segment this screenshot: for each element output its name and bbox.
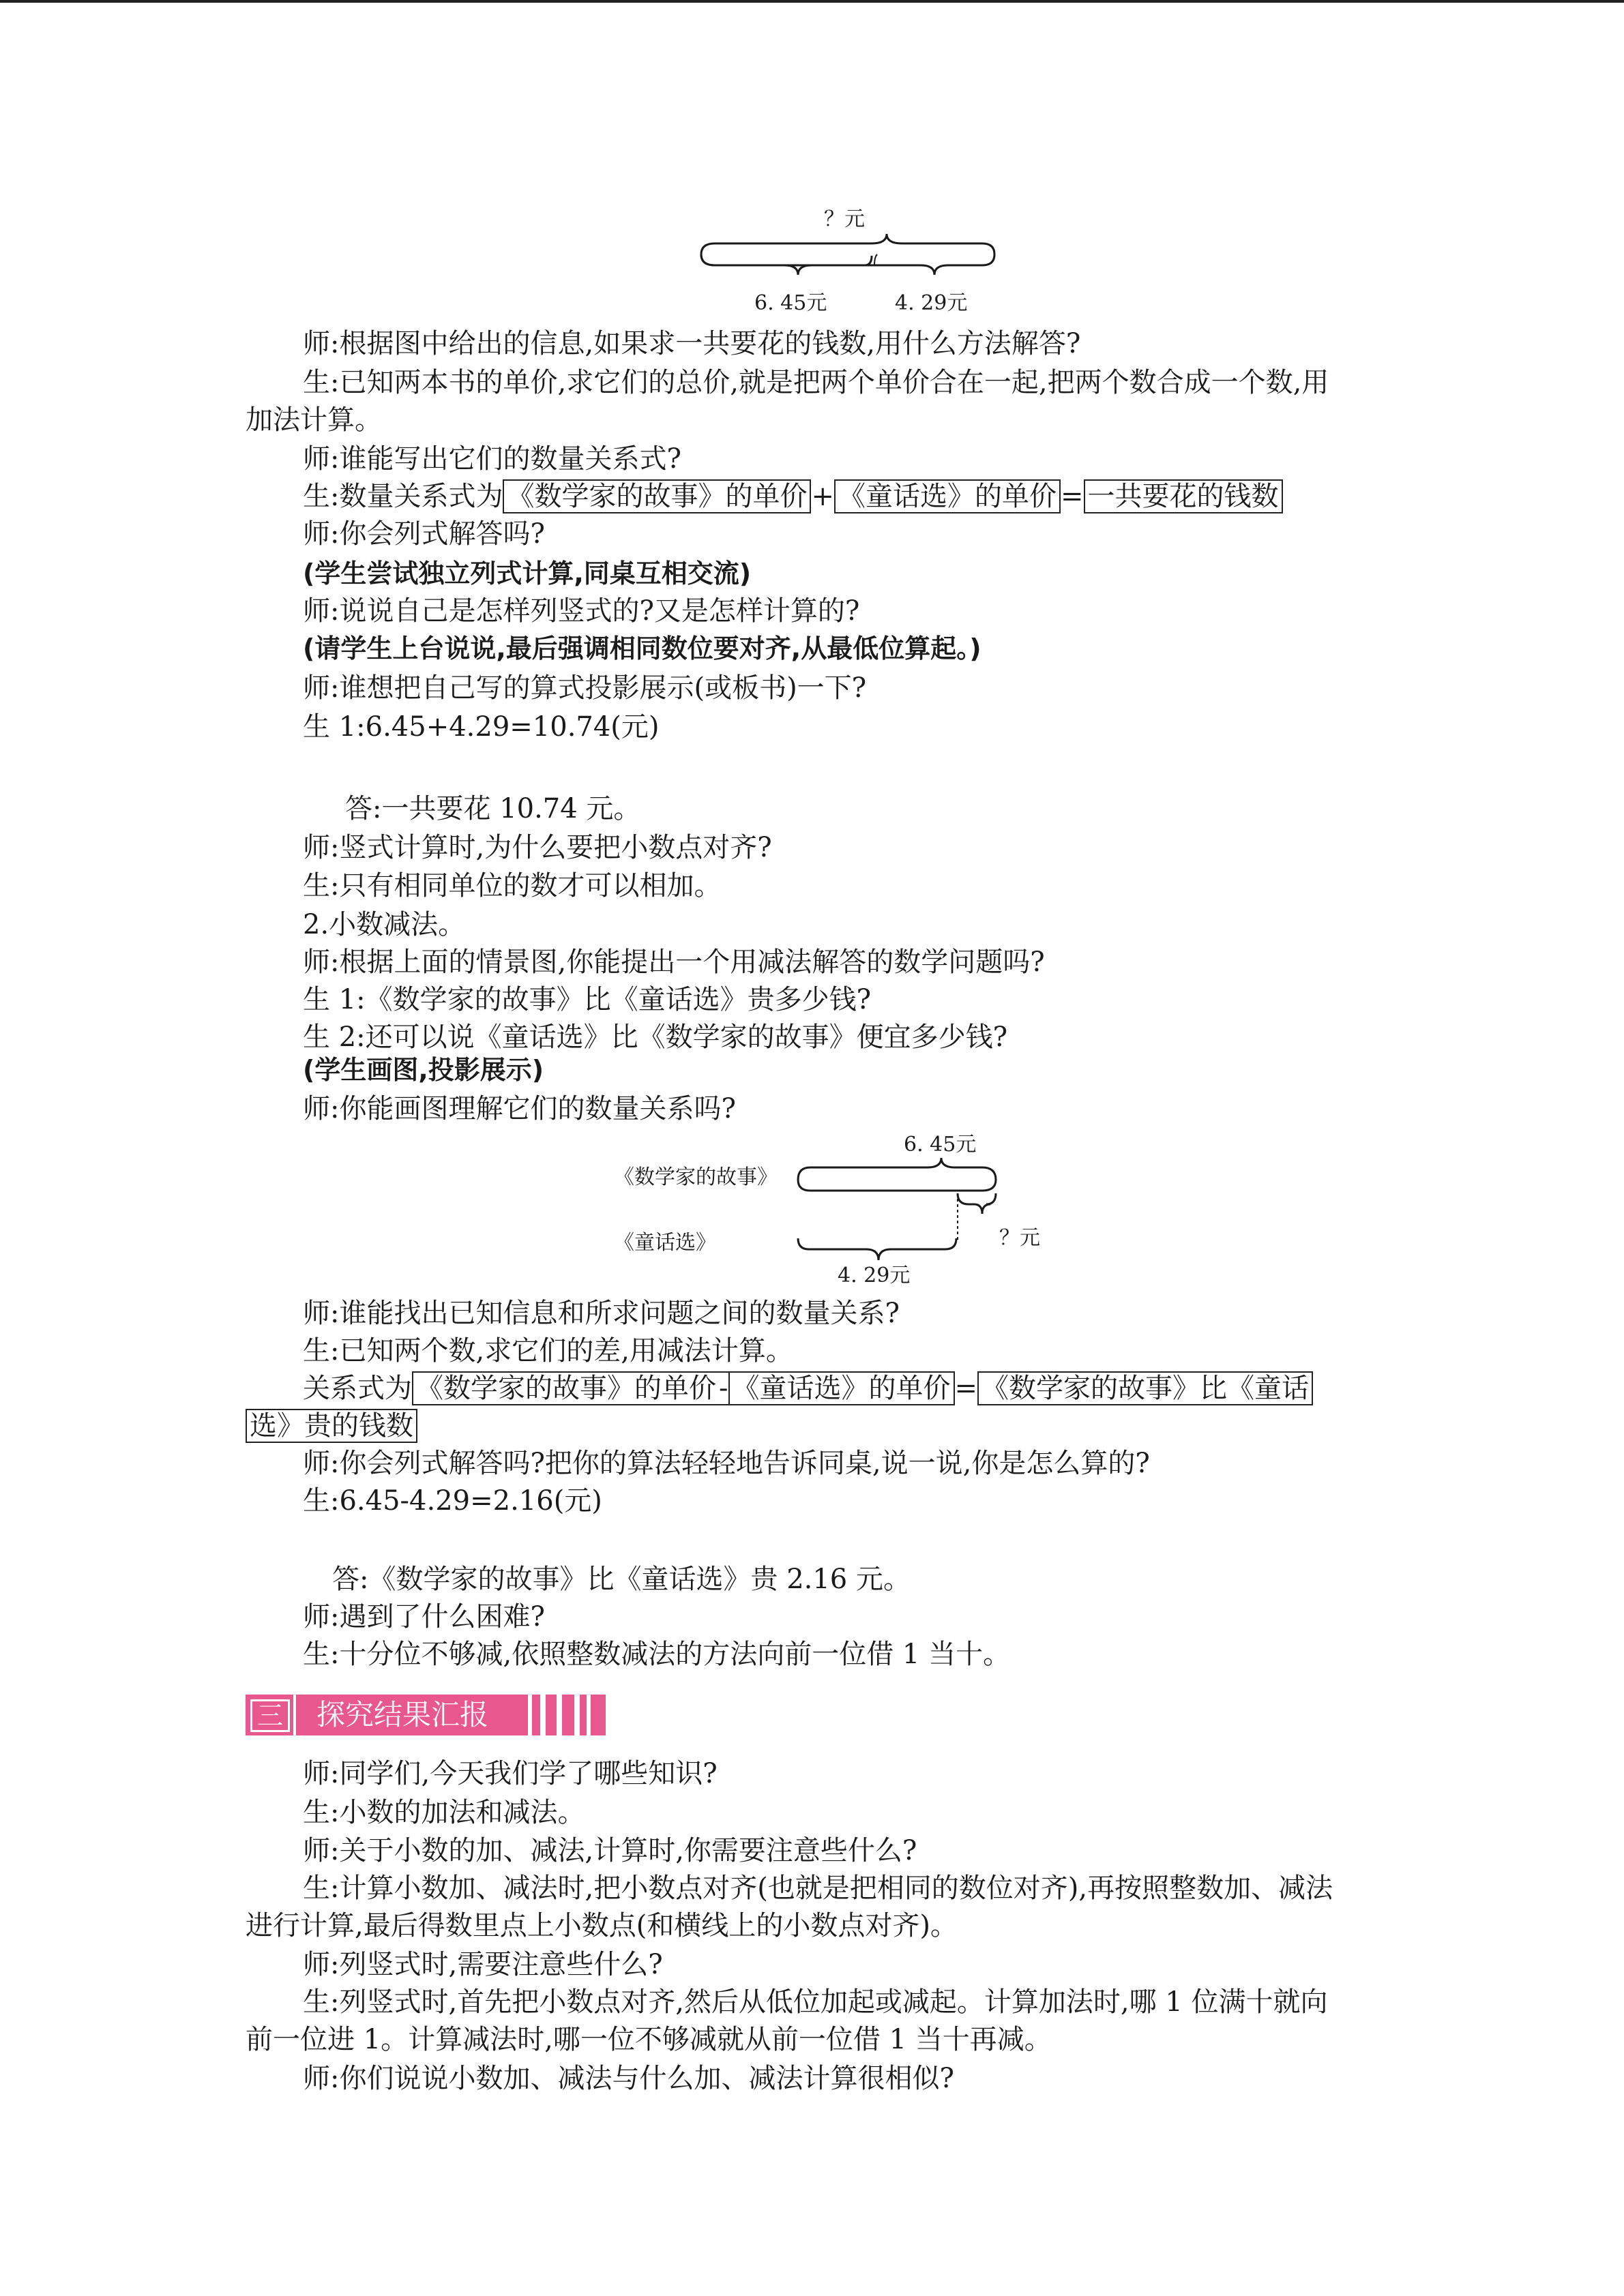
section-number: 三 [250, 1699, 290, 1732]
text-line: (请学生上台说说,最后强调相同数位要对齐,从最低位算起。) [303, 633, 981, 664]
text-line: 师:你们说说小数加、减法与什么加、减法计算很相似? [303, 2063, 954, 2094]
text-line: 师:谁能写出它们的数量关系式? [303, 443, 681, 475]
diagram2-row2-label: 《童话选》 [614, 1231, 716, 1255]
diagram1-total-label: ？元 [824, 207, 865, 231]
diagram2-bottom-label: 4. 29元 [838, 1264, 911, 1287]
diagram2-diff-label: ？元 [999, 1226, 1040, 1250]
diagram1-left-label: 6. 45元 [754, 291, 827, 315]
text-line: (学生尝试独立列式计算,同桌互相交流) [303, 558, 752, 588]
text-line: 生 2:还可以说《童话选》比《数学家的故事》便宜多少钱? [303, 1022, 1008, 1053]
relation-formula-add [303, 479, 1283, 514]
text-line: 加法计算。 [246, 404, 382, 436]
text-line: 师:竖式计算时,为什么要把小数点对齐? [303, 832, 772, 863]
formula-box: 《数学家的故事》比《童话 [977, 1371, 1313, 1405]
text-line: (学生画图,投影展示) [303, 1055, 544, 1085]
text-line: 生:6.45-4.29=2.16(元) [303, 1485, 602, 1517]
section-number-badge [246, 1695, 293, 1735]
text-line: 师:根据上面的情景图,你能提出一个用减法解答的数学问题吗? [303, 946, 1045, 978]
text-line: 生 1:《数学家的故事》比《童话选》贵多少钱? [303, 984, 872, 1015]
text-line: 生:已知两个数,求它们的差,用减法计算。 [303, 1335, 793, 1367]
relation-formula-sub [303, 1371, 1313, 1406]
formula-box: 一共要花的钱数 [1084, 479, 1283, 513]
section-stripe [562, 1695, 574, 1735]
text-line: 生:小数的加法和减法。 [303, 1797, 585, 1828]
formula-operator: = [954, 1373, 978, 1404]
text-line: 答:《数学家的故事》比《童话选》贵 2.16 元。 [332, 1564, 911, 1595]
text-line: 前一位进 1。计算减法时,哪一位不够减就从前一位借 1 当十再减。 [246, 2024, 1052, 2055]
text-line: 答:一共要花 10.74 元。 [345, 793, 641, 824]
formula-box: 《童话选》的单价 [834, 479, 1061, 513]
text-line: 师:说说自己是怎样列竖式的?又是怎样计算的? [303, 595, 860, 627]
text-line: 师:同学们,今天我们学了哪些知识? [303, 1758, 718, 1789]
formula-operator: - [719, 1373, 728, 1404]
text-line: 师:谁想把自己写的算式投影展示(或板书)一下? [303, 672, 867, 704]
text-line: 师:关于小数的加、减法,计算时,你需要注意些什么? [303, 1835, 917, 1866]
diagram2-top-label: 6. 45元 [904, 1133, 977, 1157]
addition-bracket-diagram [696, 201, 996, 320]
formula-box: 《童话选》的单价 [728, 1371, 955, 1405]
section-header [246, 1695, 619, 1735]
section-stripe [532, 1695, 540, 1735]
text-line: 生:十分位不够减,依照整数减法的方法向前一位借 1 当十。 [303, 1639, 1011, 1670]
section-stripe [580, 1695, 587, 1735]
text-line: 生:列竖式时,首先把小数点对齐,然后从低位加起或减起。计算加法时,哪 1 位满十就向 [303, 1986, 1328, 2018]
subtraction-bracket-diagram [600, 1125, 1091, 1292]
text-line: 2.小数减法。 [303, 909, 466, 940]
formula-box: 选》贵的钱数 [246, 1409, 417, 1443]
section-stripe [546, 1695, 557, 1735]
text-line: 师:根据图中给出的信息,如果求一共要花的钱数,用什么方法解答? [303, 328, 1081, 359]
text-line: 师:遇到了什么困难? [303, 1601, 545, 1632]
text-line: 师:你能画图理解它们的数量关系吗? [303, 1093, 736, 1124]
text-line: 生:只有相同单位的数才可以相加。 [303, 870, 722, 901]
formula-box: 《数学家的故事》的单价 [412, 1371, 719, 1405]
formula-box: 《数学家的故事》的单价 [503, 479, 811, 513]
formula-prefix: 生:数量关系式为 [303, 481, 503, 512]
text-line: 生:计算小数加、减法时,把小数点对齐(也就是把相同的数位对齐),再按照整数加、减法 [303, 1873, 1333, 1904]
text-line: 师:列竖式时,需要注意些什么? [303, 1949, 663, 1980]
text-line: 师:你会列式解答吗? [303, 518, 545, 550]
relation-formula-sub-cont [246, 1408, 417, 1444]
page-top-border [0, 0, 1624, 3]
text-line: 师:谁能找出已知信息和所求问题之间的数量关系? [303, 1298, 900, 1329]
text-line: 进行计算,最后得数里点上小数点(和横线上的小数点对齐)。 [246, 1910, 958, 1941]
text-line: 生 1:6.45+4.29=10.74(元) [303, 711, 660, 743]
text-line: 生:已知两本书的单价,求它们的总价,就是把两个单价合在一起,把两个数合成一个数,用 [303, 367, 1329, 398]
formula-operator: + [811, 481, 834, 512]
section-stripe [591, 1695, 606, 1735]
formula-prefix: 关系式为 [303, 1373, 412, 1404]
diagram2-row1-label: 《数学家的故事》 [614, 1165, 778, 1189]
section-title: 探究结果汇报 [296, 1695, 528, 1735]
formula-operator: = [1061, 481, 1084, 512]
text-line: 师:你会列式解答吗?把你的算法轻轻地告诉同桌,说一说,你是怎么算的? [303, 1448, 1150, 1479]
diagram1-right-label: 4. 29元 [895, 291, 968, 315]
